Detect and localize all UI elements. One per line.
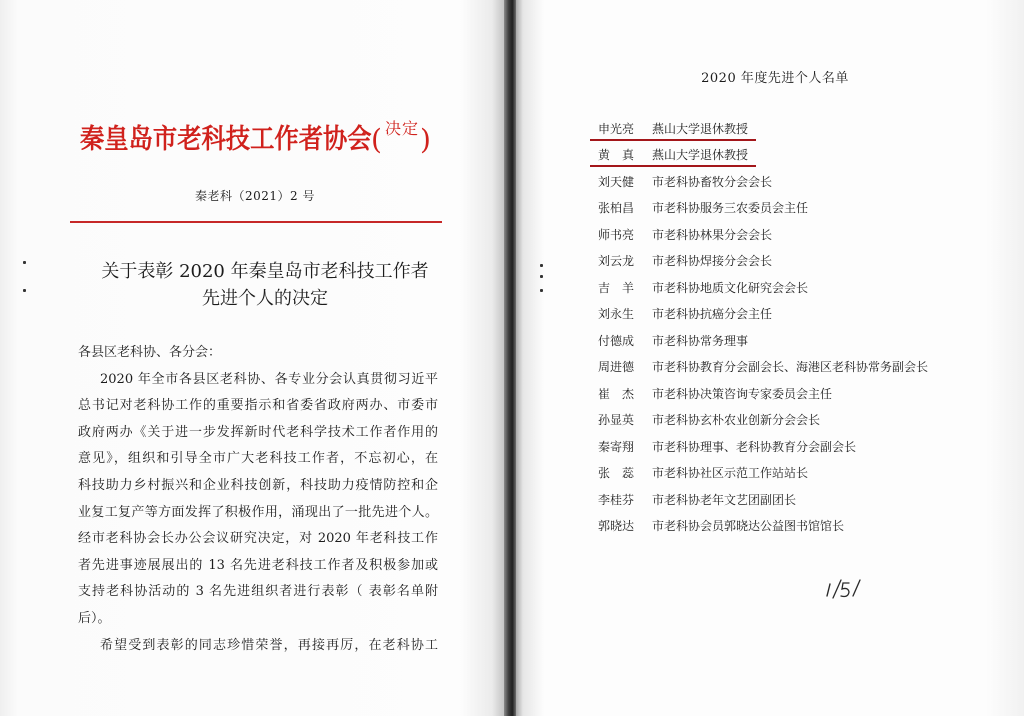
honoree-row	[590, 435, 1010, 462]
honoree-row	[590, 117, 1010, 144]
honoree-name: 孙显英	[598, 413, 635, 428]
honoree-row	[590, 170, 1010, 197]
honoree-name: 吉 羊	[598, 280, 634, 295]
honoree-row	[590, 356, 1010, 383]
honoree-row	[590, 144, 1010, 171]
honoree-name: 师书亮	[598, 227, 635, 242]
header-paren-close: )	[420, 123, 431, 156]
body-line: 总书记对老科协工作的重要指示和省委省政府两办、市委市	[78, 398, 438, 414]
honoree-entry	[590, 173, 780, 194]
honoree-role: 市老科协决策咨询专家委员会主任	[652, 386, 833, 401]
doc-number: 秦老科（2021）2 号	[195, 189, 315, 203]
honoree-row	[590, 250, 1010, 277]
honoree-entry	[590, 438, 864, 459]
right-page	[516, 0, 1024, 716]
honoree-entry	[590, 305, 780, 326]
honoree-entry	[590, 279, 816, 300]
honoree-role: 市老科协社区示范工作站站长	[652, 466, 809, 481]
binding-mark	[540, 264, 543, 267]
page-gutter	[504, 0, 516, 716]
honoree-entry	[590, 517, 852, 538]
honoree-entry	[590, 226, 780, 247]
body-line: 经市老科协会长办公会议研究决定，对 2020 年老科技工作	[78, 531, 438, 547]
honoree-list-title: 2020 年度先进个人名单	[701, 71, 849, 86]
honoree-name: 申光亮	[598, 121, 635, 136]
honoree-role: 市老科协林果分会会长	[652, 227, 773, 242]
binding-mark	[23, 261, 26, 264]
honoree-entry	[590, 199, 816, 220]
honoree-row	[590, 382, 1010, 409]
header-org-name: 秦皇岛市老科技工作者协会	[80, 124, 372, 155]
honoree-row	[590, 276, 1010, 303]
left-page	[0, 0, 504, 716]
binding-mark	[23, 289, 26, 292]
header-paren-open: (	[371, 123, 382, 156]
honoree-list	[590, 117, 1010, 541]
honoree-role: 市老科协教育分会副会长、海港区老科协常务副会长	[652, 360, 929, 375]
header-divider	[70, 221, 442, 223]
honoree-name: 刘云龙	[598, 254, 635, 269]
body-line: 政府两办《关于进一步发挥新时代老科学技术工作者作用的	[78, 424, 438, 440]
honoree-entry	[590, 252, 780, 273]
honoree-role: 市老科协抗癌分会主任	[652, 307, 773, 322]
honoree-role: 市老科协焊接分会会长	[652, 254, 773, 269]
honoree-name: 刘天健	[598, 174, 635, 189]
handwritten-mark	[822, 574, 866, 604]
title-line: 先进个人的决定	[202, 288, 328, 309]
honoree-entry	[590, 146, 756, 167]
honoree-role: 市老科协玄朴农业创新分会会长	[652, 413, 821, 428]
honoree-name: 张柏昌	[598, 201, 635, 216]
honoree-name: 崔 杰	[598, 386, 634, 401]
body-line: 支持老科协活动的 3 名先进组织者进行表彰（ 表彰名单附	[78, 584, 438, 600]
honoree-name: 秦寄翔	[598, 439, 635, 454]
body-line: 者先进事迹展展出的 13 名先进老科技工作者及积极参加或	[78, 557, 438, 573]
honoree-role: 燕山大学退休教授	[652, 148, 749, 163]
honoree-row	[590, 488, 1010, 515]
honoree-row	[590, 409, 1010, 436]
body-line: 2020 年全市各县区老科协、各专业分会认真贯彻习近平	[100, 371, 438, 387]
honoree-role: 市老科协常务理事	[652, 333, 749, 348]
honoree-role: 市老科协理事、老科协教育分会副会长	[652, 439, 857, 454]
honoree-row	[590, 197, 1010, 224]
honoree-row	[590, 329, 1010, 356]
honoree-entry	[590, 332, 756, 353]
honoree-entry	[590, 120, 756, 141]
honoree-role: 市老科协服务三农委员会主任	[652, 201, 809, 216]
honoree-name: 郭晓达	[598, 519, 635, 534]
header-doc-type: 决定	[385, 119, 420, 138]
honoree-entry	[590, 411, 828, 432]
honoree-name: 李桂芬	[598, 492, 635, 507]
binding-mark	[540, 289, 543, 292]
honoree-role: 市老科协老年文艺团副团长	[652, 492, 797, 507]
honoree-role: 市老科协畜牧分会会长	[652, 174, 773, 189]
honoree-name: 黄 真	[598, 148, 634, 163]
honoree-name: 张 蕊	[598, 466, 634, 481]
honoree-role: 燕山大学退休教授	[652, 121, 749, 136]
honoree-name: 刘永生	[598, 307, 635, 322]
salutation: 各县区老科协、各分会：	[78, 345, 222, 360]
honoree-row	[590, 223, 1010, 250]
honoree-entry	[590, 491, 804, 512]
binding-mark	[540, 275, 543, 278]
honoree-entry	[590, 464, 816, 485]
honoree-row	[590, 515, 1010, 542]
body-line: 后）。	[78, 610, 111, 626]
honoree-entry	[590, 358, 936, 379]
document-title	[70, 258, 460, 312]
body-line: 意见》，组织和引导全市广大老科技工作者，不忘初心，在	[78, 451, 438, 467]
honoree-role: 市老科协会员郭晓达公益图书馆馆长	[652, 519, 845, 534]
body-line: 科技助力乡村振兴和企业科技创新，科技助力疫情防控和企	[78, 477, 438, 493]
honoree-role: 市老科协地质文化研究会会长	[652, 280, 809, 295]
honoree-row	[590, 303, 1010, 330]
honoree-name: 周进德	[598, 360, 635, 375]
honoree-name: 付德成	[598, 333, 635, 348]
honoree-row	[590, 462, 1010, 489]
document-body	[78, 340, 438, 659]
body-line: 希望受到表彰的同志珍惜荣誉，再接再厉，在老科协工	[100, 637, 438, 653]
title-line: 关于表彰 2020 年秦皇岛市老科技工作者	[101, 261, 429, 282]
body-line: 业复工复产等方面发挥了积极作用，涌现出了一批先进个人。	[78, 504, 438, 520]
honoree-entry	[590, 385, 840, 406]
